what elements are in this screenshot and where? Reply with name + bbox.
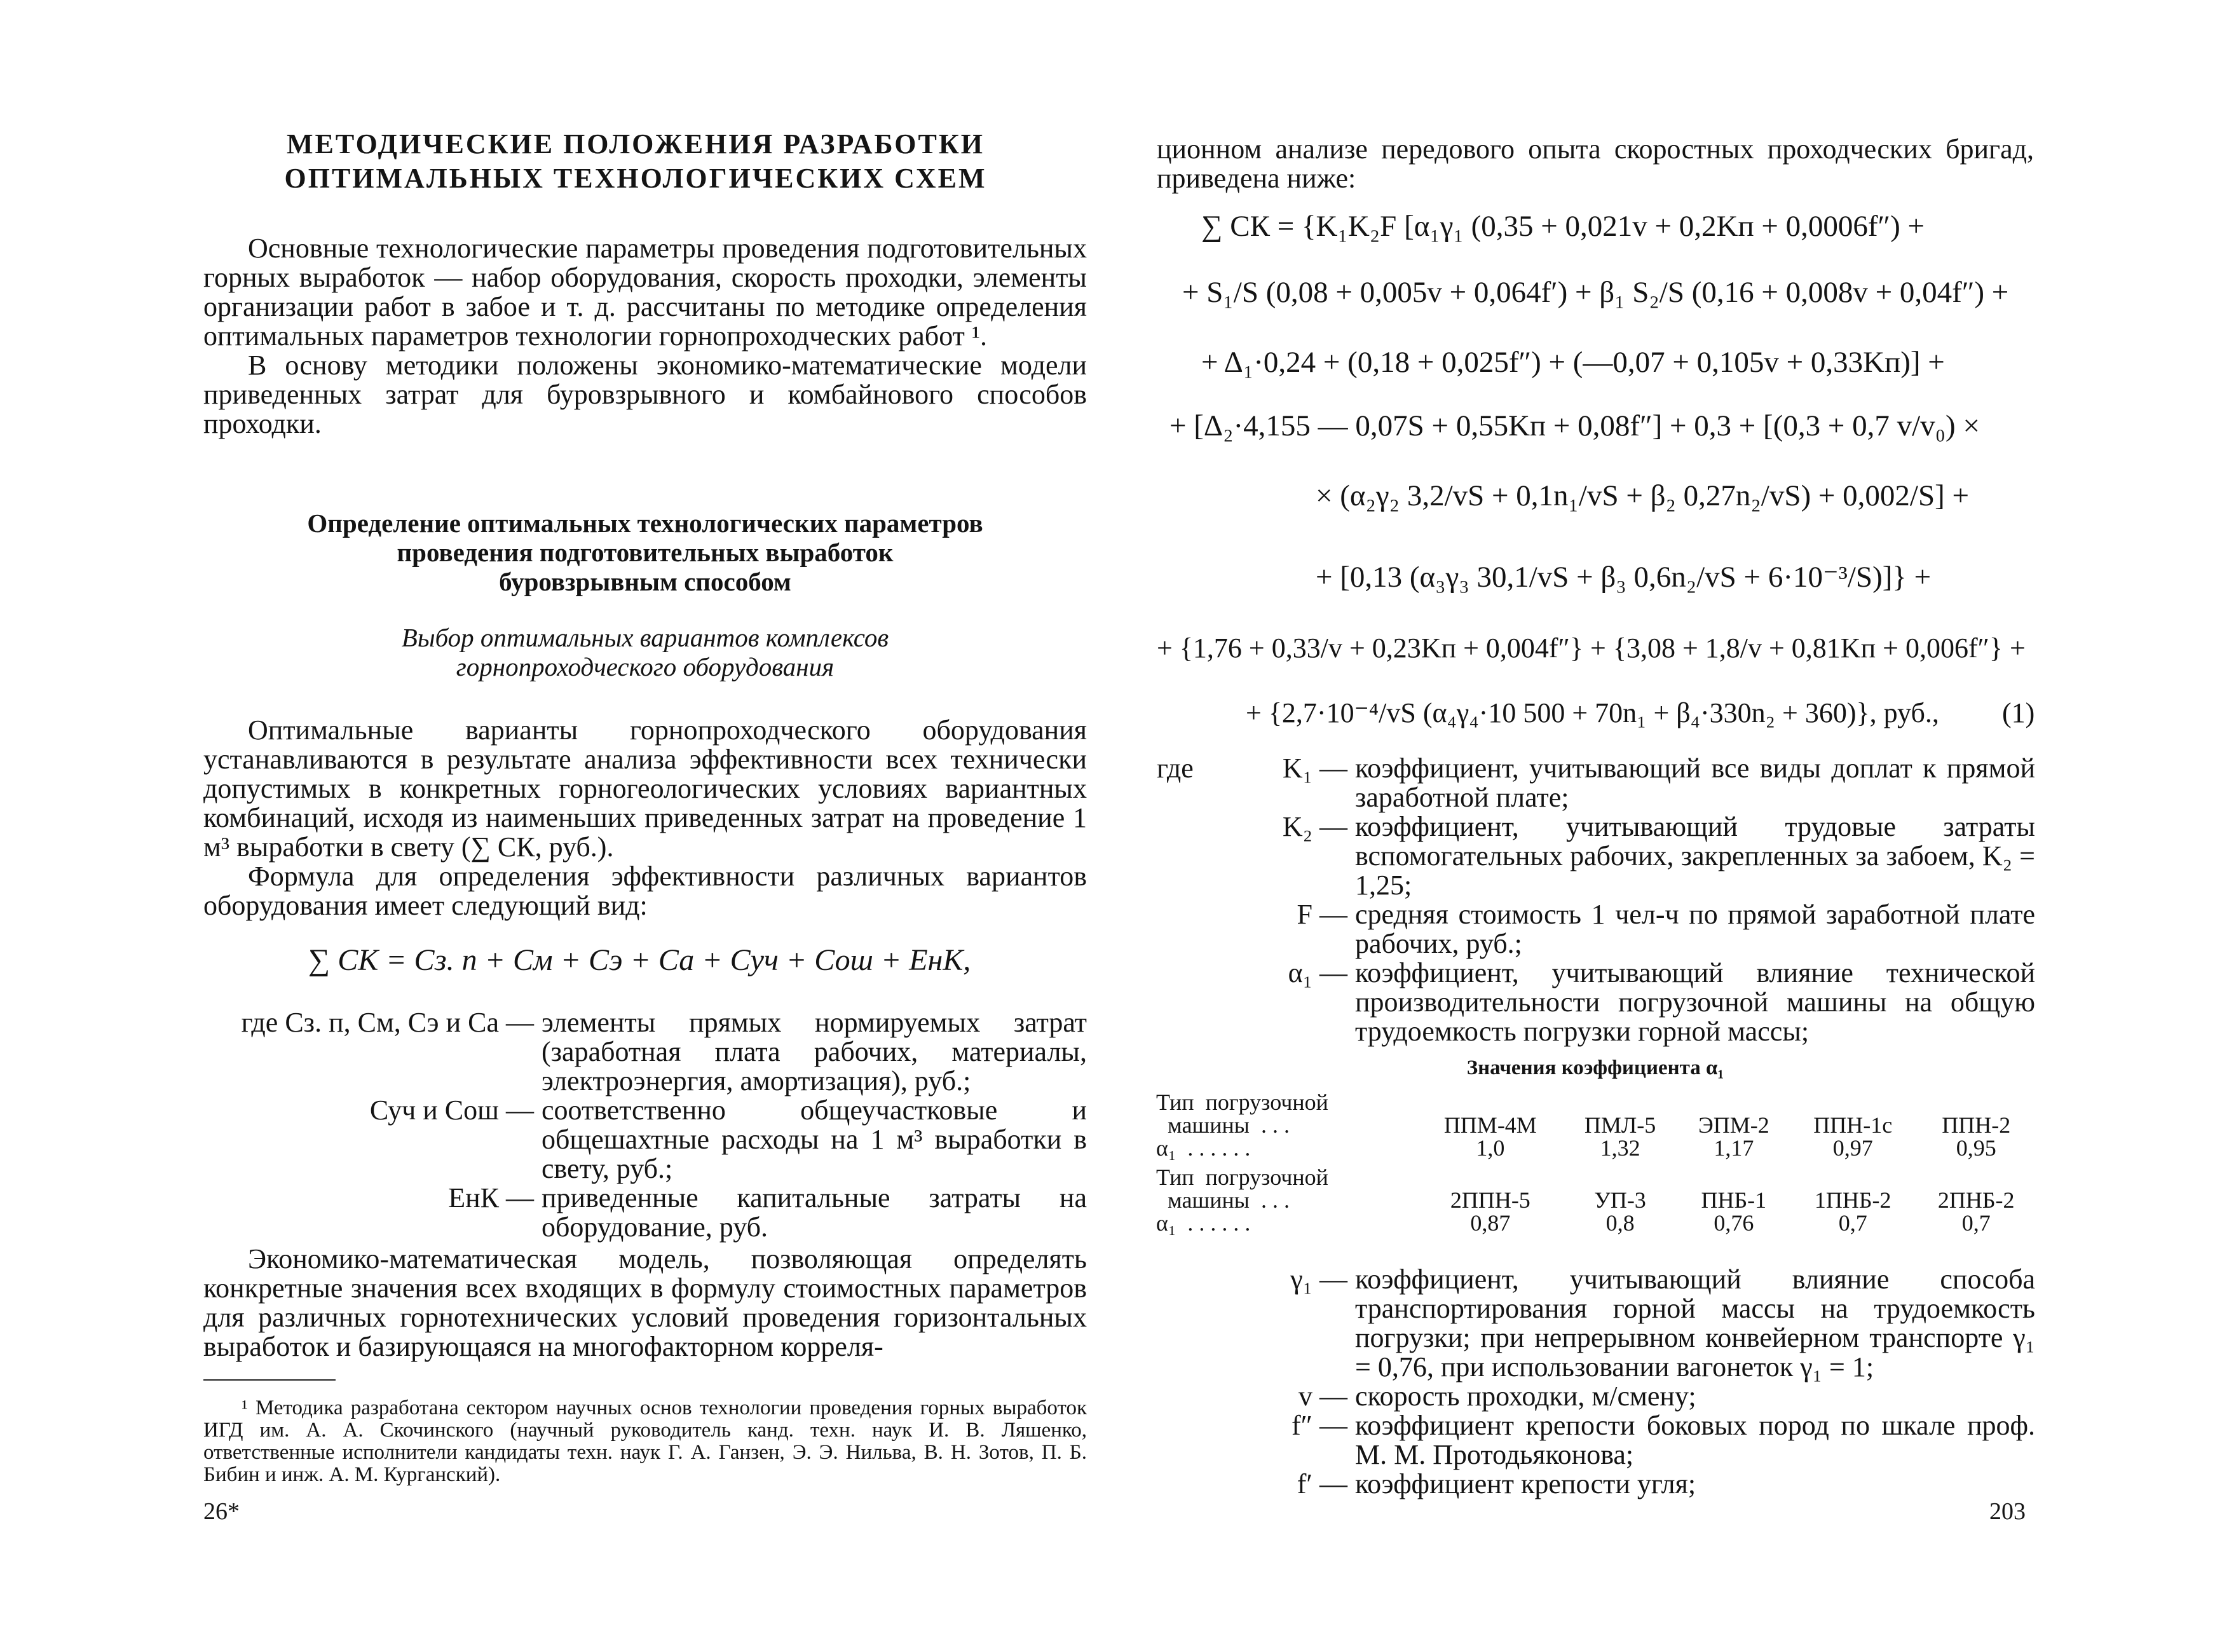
table-label: Тип погрузочной: [1156, 1089, 1328, 1115]
table-cell: ПНБ-1: [1701, 1187, 1767, 1213]
definition-row: [1265, 1265, 2035, 1382]
definition-symbol: f″ —: [1292, 1410, 1347, 1441]
definition-row: [203, 1008, 1087, 1096]
equation-line-4: + [Δ₂·4,155 — 0,07S + 0,55Kп + 0,08f″] + 0,3 + [(0,3 + 0,7 v/v₀) ×: [1169, 409, 1980, 442]
body-paragraphs: [203, 716, 1087, 920]
table-row: [1154, 1212, 2037, 1234]
equation-line-7: + {1,76 + 0,33/v + 0,23Kп + 0,004f″} + {3,08 + 1,8/v + 0,81Kп + 0,006f″} +: [1157, 632, 2026, 664]
table-cell: УП-3: [1594, 1187, 1646, 1213]
definition-symbol: v —: [1298, 1381, 1347, 1412]
table-cell: 2ПНБ-2: [1937, 1187, 2015, 1213]
definition-text: соответственно общеучастковые и общешахтные расходы на 1 м³ выработки в свету, руб.;: [542, 1095, 1087, 1184]
definition-symbol: F —: [1297, 899, 1347, 930]
table-cell: ЭПМ-2: [1698, 1112, 1769, 1138]
definition-text: приведенные капитальные затраты на оборудование, руб.: [542, 1182, 1087, 1243]
table-cell: 0,76: [1714, 1210, 1754, 1236]
definition-text: коэффициент, учитывающий влияние технической производительности погрузочной машины на общую трудоемкость погрузки горной массы;: [1355, 957, 2035, 1047]
paragraph-2: В основу методики положены экономико-математические модели приведенных затрат для буровзрывного и комбайнового способов проходки.: [203, 350, 1087, 439]
article-title-line-1: МЕТОДИЧЕСКИЕ ПОЛОЖЕНИЯ РАЗРАБОТКИ: [287, 128, 985, 160]
definition-symbol: Суч и Сош —: [369, 1095, 534, 1126]
equation-line-5: × (α₂γ₂ 3,2/vS + 0,1n₁/vS + β₂ 0,27n₂/vS) + 0,002/S] +: [1316, 479, 1970, 512]
table-row: [1154, 1159, 2037, 1189]
definition-row: [203, 1096, 1087, 1184]
table-cell: 0,7: [1961, 1210, 1991, 1236]
table-cell: ППН-2: [1942, 1112, 2011, 1138]
equation-line-6: + [0,13 (α₃γ₃ 30,1/vS + β₃ 0,6n₂/vS + 6·10⁻³/S)]} +: [1316, 561, 1932, 594]
definition-row: [1265, 812, 2035, 900]
where-label: где: [1157, 753, 1194, 784]
table-row: [1154, 1189, 2037, 1212]
footnote-divider: [203, 1379, 336, 1381]
definition-symbol: f′ —: [1297, 1468, 1347, 1499]
definition-symbol: где Сз. п, См, Сэ и Са —: [241, 1007, 534, 1038]
table-cell: 0,87: [1470, 1210, 1511, 1236]
paragraph-4: Формула для определения эффективности различных вариантов оборудования имеет следующий вид:: [203, 861, 1087, 921]
table-row: [1154, 1114, 2037, 1137]
table-cell: 1,32: [1600, 1135, 1640, 1161]
subsection-heading: [203, 623, 1087, 681]
equation-line-3: + Δ₁·0,24 + (0,18 + 0,025f″) + (—0,07 + 0,105v + 0,33Kп)] +: [1201, 346, 1945, 379]
table-cell: ПМЛ-5: [1584, 1112, 1656, 1138]
paragraph-3: Оптимальные варианты горнопроходческого оборудования устанавливаются в результате анализа эффективности всех технически допустимых в конкретных горногеологических условиях вариантных комбинаций, исходя из наименьших приведенных затрат на проведение 1 м³ выработки в свету (∑ СК, руб.).: [203, 714, 1087, 863]
page-number-left: 26*: [203, 1498, 240, 1525]
equation-line-1: ∑ СК = {K₁K₂F [α₁γ₁ (0,35 + 0,021v + 0,2Kп + 0,0006f″) +: [1201, 210, 1925, 243]
definition-symbol: ЕнК —: [448, 1182, 534, 1213]
cost-formula: [308, 942, 1071, 979]
footnote: [203, 1397, 1087, 1486]
subsection-heading-line-2: горнопроходческого оборудования: [456, 652, 835, 681]
equation-line-8: + {2,7·10⁻⁴/vS (α₄γ₄·10 500 + 70n₁ + β₄·330n₂ + 360)}, руб.,: [1246, 697, 1939, 728]
definition-row: [1265, 1382, 2035, 1411]
footnote-text: ¹ Методика разработана сектором научных основ технологии проведения горных выработок ИГД им. А. А. Скочинского (научный руководитель канд. техн. наук И. В. Ляшенко, ответственные исполнители кандидаты техн. наук Г. А. Ганзен, Э. Э. Нильва, В. Н. Зотов, П. Б. Бибин и инж. А. М. Курганский).: [203, 1396, 1087, 1486]
definition-row: [1265, 1470, 2035, 1499]
coefficient-table: [1154, 1091, 2037, 1234]
definition-row: [1265, 900, 2035, 959]
table-cell: 0,95: [1956, 1135, 1996, 1161]
table-cell: 0,97: [1832, 1135, 1873, 1161]
table-row: [1154, 1137, 2037, 1159]
table-cell: 0,8: [1605, 1210, 1635, 1236]
table-cell: 1ПНБ-2: [1814, 1187, 1891, 1213]
table-cell: ППМ-4М: [1443, 1112, 1537, 1138]
section-heading-line-1: Определение оптимальных технологических параметров: [307, 509, 983, 538]
definition-row: [203, 1184, 1087, 1242]
definition-text: элементы прямых нормируемых затрат (заработная плата рабочих, материалы, электроэнергия, амортизация), руб.;: [542, 1007, 1087, 1096]
definition-symbol: α₁ —: [1288, 957, 1347, 988]
definition-row: [1265, 959, 2035, 1046]
table-cell: 1,0: [1476, 1135, 1505, 1161]
definition-text: коэффициент, учитывающий трудовые затраты вспомогательных рабочих, закрепленных за забоем, K₂ = 1,25;: [1355, 811, 2035, 901]
definition-row: [1265, 754, 2035, 812]
definition-text: коэффициент, учитывающий влияние способа транспортирования горной массы на трудоемкость погрузки; при непрерывном конвейерном транспорте γ₁ = 0,76, при использовании вагонеток γ₁ = 1;: [1355, 1264, 2035, 1382]
section-heading-line-3: буровзрывным способом: [499, 567, 791, 596]
alpha1-table: [1154, 1091, 2037, 1234]
table-label: α₁ . . . . . .: [1156, 1210, 1251, 1236]
table-cell: ППН-1с: [1813, 1112, 1893, 1138]
paragraph-5: Экономико-математическая модель, позволяющая определять конкретные значения всех входящих в формулу стоимостных параметров для различных горнотехнических условий проведения горизонтальных выработок и базирующаяся на многофакторном корреля-: [203, 1243, 1087, 1362]
definition-text: средняя стоимость 1 чел-ч по прямой заработной плате рабочих, руб.;: [1355, 899, 2035, 959]
right-column-intro: [1157, 135, 2034, 193]
section-heading-line-2: проведения подготовительных выработок: [397, 538, 894, 567]
table-cell: 1,17: [1714, 1135, 1754, 1161]
model-paragraph: [203, 1245, 1087, 1362]
page-number-right: 203: [1989, 1498, 2026, 1525]
definition-text: коэффициент крепости угля;: [1355, 1468, 1696, 1499]
definition-text: коэффициент крепости боковых пород по шкале проф. М. М. Протодьяконова;: [1355, 1410, 2035, 1470]
coefficient-definitions: [1265, 754, 2035, 1046]
table-label: машины . . .: [1156, 1112, 1290, 1138]
formula-definitions: [203, 1008, 1087, 1242]
table-row: [1154, 1091, 2037, 1114]
definition-text: скорость проходки, м/смену;: [1355, 1381, 1696, 1412]
section-heading: [203, 509, 1087, 596]
table-caption: Значения коэффициента α₁: [1466, 1056, 1724, 1079]
definition-symbol: K₂ —: [1282, 811, 1347, 842]
definition-symbol: γ₁ —: [1290, 1264, 1347, 1295]
paragraph-1: Основные технологические параметры проведения подготовительных горных выработок — набор оборудования, скорость проходки, элементы организации работ в забое и т. д. рассчитаны по методике определения оптимальных параметров технологии горнопроходческих работ ¹.: [203, 233, 1087, 352]
article-title-line-2: ОПТИМАЛЬНЫХ ТЕХНОЛОГИЧЕСКИХ СХЕМ: [284, 163, 987, 194]
definition-symbol: K₁ —: [1282, 753, 1347, 784]
coefficient-definitions-2: [1265, 1265, 2035, 1499]
table-cell: 0,7: [1838, 1210, 1867, 1236]
intro-paragraphs: [203, 234, 1087, 439]
table-label: α₁ . . . . . .: [1156, 1135, 1251, 1161]
table-label: машины . . .: [1156, 1187, 1290, 1213]
table-label: Тип погрузочной: [1156, 1164, 1328, 1190]
definition-row: [1265, 1411, 2035, 1470]
left-column: [184, 127, 1087, 196]
table-cell: 2ППН-5: [1450, 1187, 1530, 1213]
equation-line-2: + S₁/S (0,08 + 0,005v + 0,064f′) + β₁ S₂/S (0,16 + 0,008v + 0,04f″) +: [1182, 276, 2009, 309]
cost-formula-text: ∑ СК = Сз. п + См + Сэ + Са + Суч + Сош + ЕнК,: [308, 943, 971, 977]
subsection-heading-line-1: Выбор оптимальных вариантов комплексов: [401, 623, 889, 652]
definition-text: коэффициент, учитывающий все виды доплат к прямой заработной плате;: [1355, 753, 2035, 813]
equation-number: (1): [2002, 697, 2035, 728]
paragraph-continued: ционном анализе передового опыта скоростных проходческих бригад, приведена ниже:: [1157, 133, 2034, 194]
